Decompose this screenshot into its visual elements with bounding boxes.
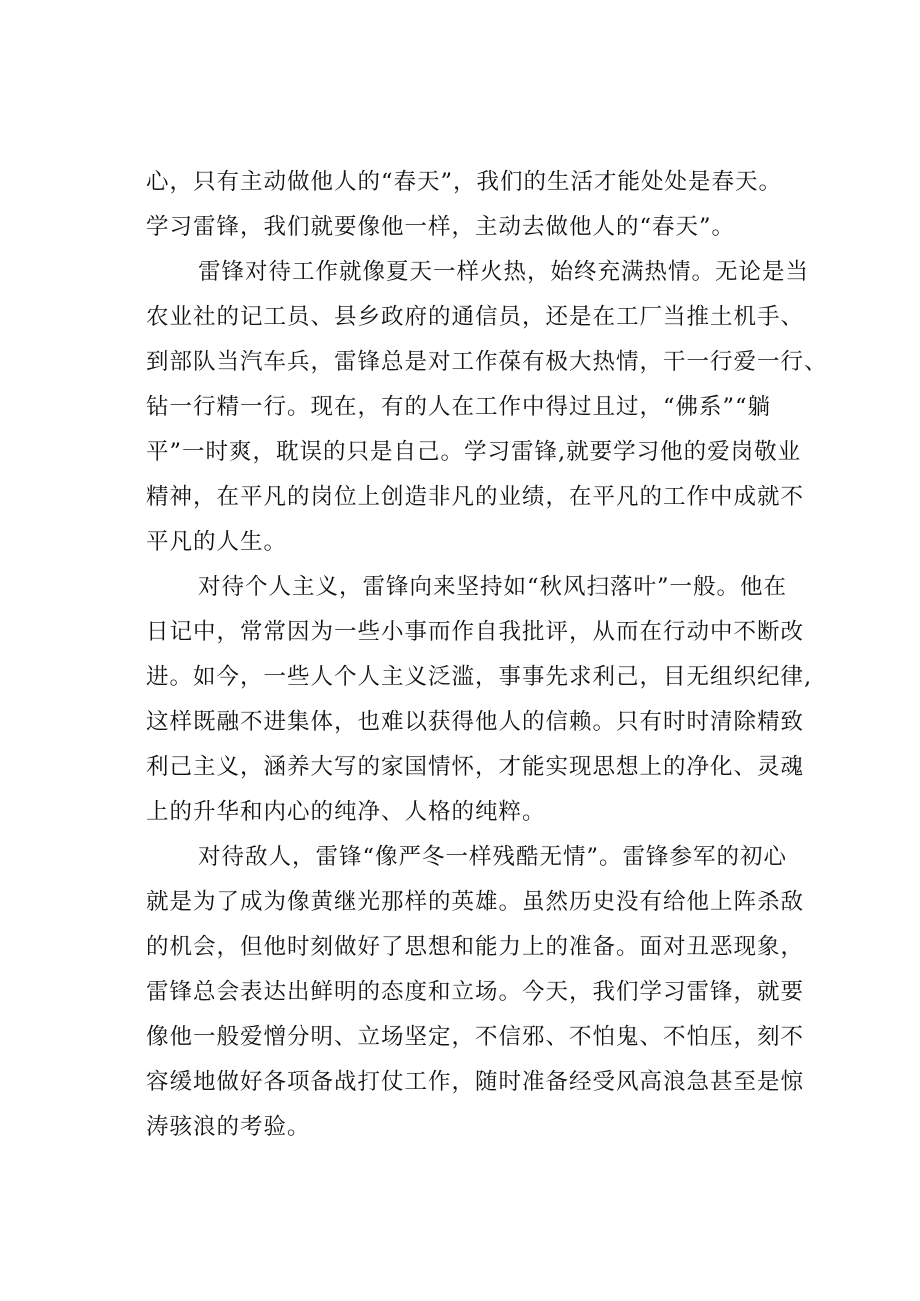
- paragraph-1: [146, 160, 806, 250]
- text-line: 学习雷锋，我们就要像他一样，主动去做他人的“春天”。: [146, 214, 736, 240]
- text-line: 平凡的人生。: [146, 529, 288, 555]
- text-line: 利己主义，涵养大写的家国情怀，才能实现思想上的净化、灵魂: [146, 754, 805, 780]
- text-line: 这样既融不进集体，也难以获得他人的信赖。只有时时清除精致: [146, 709, 805, 735]
- text-line: 心，只有主动做他人的“春天”，我们的生活才能处处是春天。: [146, 169, 783, 195]
- document-body: [146, 160, 828, 1150]
- paragraph-3: [146, 565, 813, 835]
- paragraph-4: [146, 835, 806, 1150]
- text-line: 上的升华和内心的纯净、人格的纯粹。: [146, 799, 546, 825]
- text-line: 农业社的记工员、县乡政府的通信员，还是在工厂当推土机手、: [146, 304, 805, 330]
- text-line: 到部队当汽车兵，雷锋总是对工作葆有极大热情，干一行爱一行、: [146, 349, 828, 375]
- text-line: 钻一行精一行。现在，有的人在工作中得过且过，“佛系”“躺: [146, 394, 772, 420]
- text-line: 雷锋总会表达出鲜明的态度和立场。今天，我们学习雷锋，就要: [146, 979, 805, 1005]
- text-line: 涛骇浪的考验。: [146, 1114, 311, 1140]
- text-line: 雷锋对待工作就像夏天一样火热，始终充满热情。无论是当: [198, 259, 810, 285]
- paragraph-2: [146, 250, 828, 565]
- text-line: 就是为了成为像黄继光那样的英雄。虽然历史没有给他上阵杀敌: [146, 889, 805, 915]
- text-line: 平”一时爽，耽误的只是自己。学习雷锋,就要学习他的爱岗敬业: [146, 439, 802, 465]
- text-line: 的机会，但他时刻做好了思想和能力上的准备。面对丑恶现象，: [146, 934, 805, 960]
- text-line: 日记中，常常因为一些小事而作自我批评，从而在行动中不断改: [146, 619, 805, 645]
- text-line: 进。如今，一些人个人主义泛滥，事事先求利己，目无组织纪律,: [146, 664, 813, 690]
- text-line: 对待个人主义，雷锋向来坚持如“秋风扫落叶”一般。他在: [198, 574, 788, 600]
- text-line: 精神，在平凡的岗位上创造非凡的业绩，在平凡的工作中成就不: [146, 484, 805, 510]
- text-line: 容缓地做好各项备战打仗工作，随时准备经受风高浪急甚至是惊: [146, 1069, 805, 1095]
- text-line: 对待敌人，雷锋“像严冬一样残酷无情”。雷锋参军的初心: [198, 844, 788, 870]
- text-line: 像他一般爱憎分明、立场坚定，不信邪、不怕鬼、不怕压，刻不: [146, 1024, 805, 1050]
